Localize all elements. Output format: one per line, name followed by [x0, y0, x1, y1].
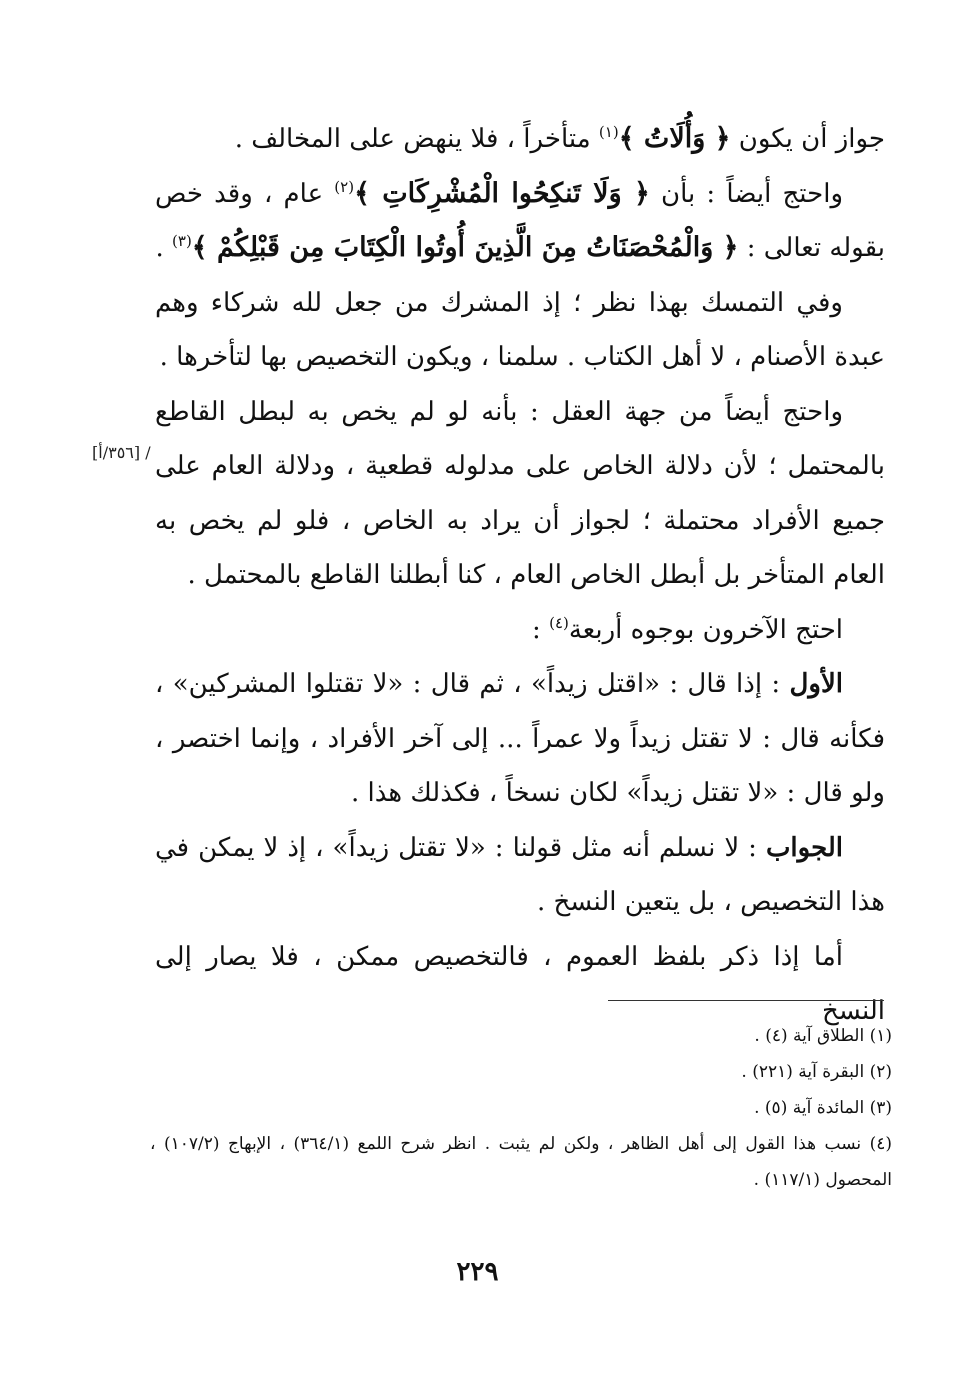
footnote-marker: (٢) — [334, 177, 355, 196]
quran-quote: ﴿ وَالْمُحْصَنَاتُ مِنَ الَّذِينَ أُوتُوا الْكِتَابَ مِن قَبْلِكُمْ ﴾ — [191, 232, 739, 263]
text-run: وفي التمسك بهذا نظر ؛ إذ المشرك من جعل لله شركاء وهم عبدة الأصنام ، لا أهل الكتاب . سلمنا ، ويكون التخصيص بها لتأخرها . — [155, 287, 885, 372]
manuscript-folio-marker: [٣٥٦/أ] / — [92, 443, 151, 462]
quran-quote: ﴿ وَلَا تَنكِحُوا الْمُشْرِكَاتِ ﴾ — [354, 177, 650, 209]
text-run: . — [155, 233, 173, 263]
quran-quote: ﴿ وَأُلَاتُ ﴾ — [618, 123, 731, 154]
paragraph-4 — [155, 385, 885, 603]
paragraph-5 — [155, 603, 885, 658]
text-run: أما إذا ذكر بلفظ العموم ، فالتخصيص ممكن ، فلا يصار إلى النسخ — [155, 941, 885, 1026]
text-run: احتج الآخرون بوجوه أربعة — [568, 614, 843, 645]
text-run: جواز أن يكون — [730, 124, 885, 154]
main-text — [155, 112, 885, 1039]
paragraph-1 — [155, 112, 885, 167]
text-run: واحتج أيضاً : بأن — [649, 178, 844, 209]
footnote-marker: (١) — [598, 123, 619, 141]
text-run: : إذا قال : «اقتل زيداً» ، ثم قال : «لا تقتلوا المشركين» ، فكأنه قال : لا تقتل زيداً ولا عمراً ... إلى آخر الأفراد ، وإنما اختصر ، ولو قال : «لا تقتل زيداً» لكان نسخاً ، فكذلك هذا . — [155, 669, 885, 808]
footnote-marker: (٤) — [549, 613, 569, 632]
text-run: متأخراً ، فلا ينهض على المخالف . — [234, 124, 599, 154]
section-lead: الأول — [789, 669, 843, 699]
section-lead: الجواب — [765, 832, 843, 863]
paragraph-2 — [155, 167, 885, 276]
text-run: واحتج أيضاً من جهة العقل : بأنه لو لم يخص به لبطل القاطع بالمحتمل ؛ لأن دلالة الخاص على مدلوله قطعية ، ودلالة العام على جميع الأفراد محتملة ؛ لجواز أن يراد به الخاص ، فلو لم يخص به العام المتأخر بل أبطل الخاص العام ، كنا أبطلنا القاطع بالمحتمل . — [155, 396, 885, 590]
paragraph-6 — [155, 657, 885, 821]
paragraph-7 — [155, 821, 885, 930]
footnote-separator — [608, 1000, 884, 1001]
paragraph-3 — [155, 276, 885, 385]
footnote-3: (٣) المائدة آية (٥) . — [754, 1098, 892, 1118]
page-number: ٢٢٩ — [456, 1257, 499, 1287]
text-run: عام ، وقد خص بقوله تعالى : — [155, 178, 885, 263]
footnotes — [150, 1018, 892, 1198]
text-run: : لا نسلم أنه مثل قولنا : «لا تقتل زيداً» ، إذ لا يمكن في هذا التخصيص ، بل يتعين النسخ . — [155, 832, 885, 917]
footnote-1: (١) الطلاق آية (٤) . — [754, 1026, 892, 1046]
text-run: : — [532, 614, 550, 645]
footnote-2: (٢) البقرة آية (٢٢١) . — [741, 1062, 892, 1082]
footnote-4: (٤) نسب هذا القول إلى أهل الظاهر ، ولكن لم يثبت . انظر شرح اللمع (٣٦٤/١) ، الإبهاج (١٠٧/٢) ، المحصول (١١٧/١) . — [150, 1134, 892, 1190]
footnote-marker: (٣) — [172, 232, 192, 250]
